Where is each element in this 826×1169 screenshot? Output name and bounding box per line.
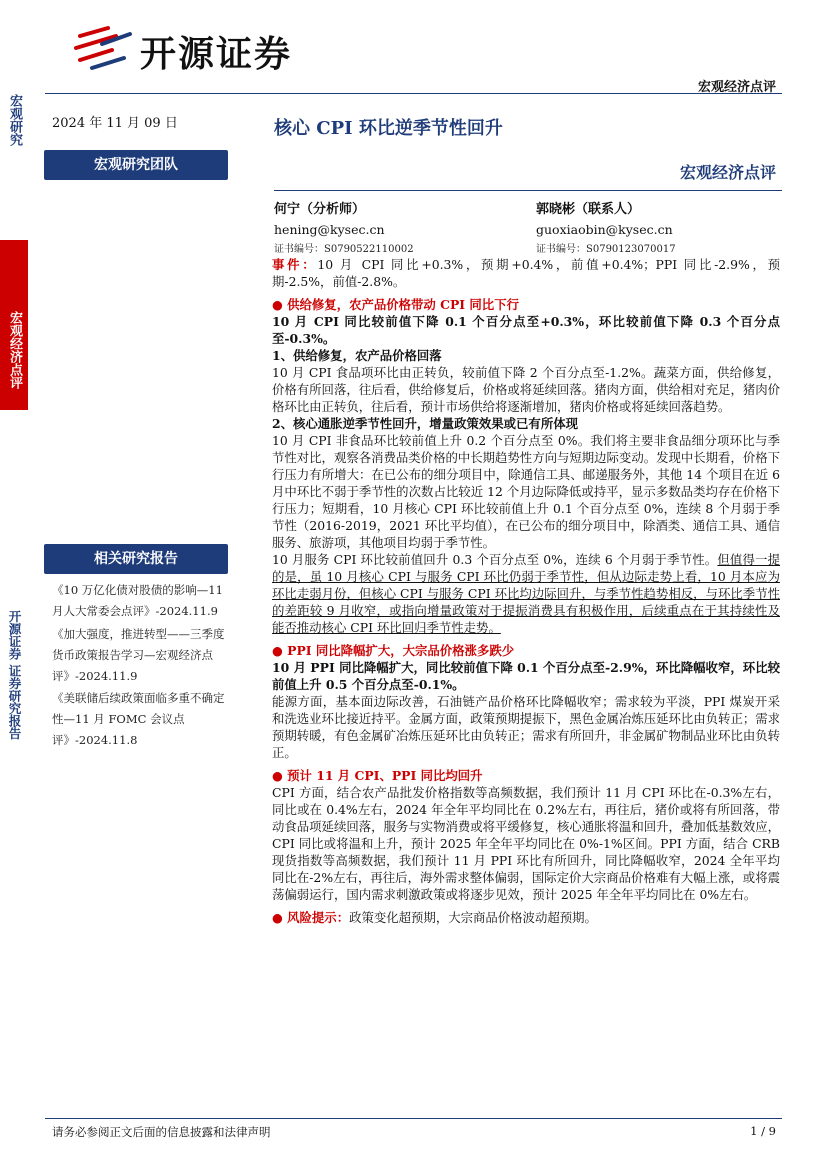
contact-name: 郭晓彬（联系人） [536, 202, 641, 217]
analyst-name: 何宁（分析师） [274, 202, 366, 217]
report-title: 核心 CPI 环比逆季节性回升 [274, 118, 503, 139]
cpi-highlight-text: 但值得一提的是，虽 10 月核心 CPI 与服务 CPI 环比仍弱于季节性，但从边际走势上看，10 月本应为环比走弱月份，但核心 CPI 与服务 CPI 环比均边际回升，与季节性趋势相反，与环比季节性的差距较 9 月收窄，或指向增量政策对于提振消费具有积极作用，后续重点在于其持续性及能否推动核心 CPI 环比回归季节性走势。 [272, 552, 781, 635]
event-label: 事件： [272, 257, 318, 272]
team-title-box: 宏观研究团队 [44, 150, 228, 180]
forecast-paragraph: CPI 方面，结合农产品批发价格指数等高频数据，我们预计 11 月 CPI 环比在-0.3%左右，同比或在 0.4%左右，2024 年全年平均同比在 0.2%左右，再往后，猪价或将有所回落，带动食品项延续回落，服务与实物消费或将平缓修复，核心通胀将温和回升，叠加低基数效应，CPI 同比或将温和上升，预计 2025 年全年平均同比在 0%-1%区间。PPI 方面，结合 CRB 现货指数等高频数据，我们预计 11 月 PPI 环比有所回升，同比降幅收窄，2024 全年平均同比在-2%左右，再往后，海外需求整体偏弱，国际定价大宗商品价格难有大幅上涨，或将震荡偏弱运行，国内需求刺激政策或将逐步见效，预计 2025 年全年平均同比在 0%左右。 [272, 785, 781, 902]
side-label-macro: 宏观研究 [7, 94, 22, 146]
footer-divider [45, 1118, 782, 1119]
cpi-subheading-1: 1、供给修复，农产品价格回落 [272, 348, 442, 363]
cpi-lead: 10 月 CPI 同比较前值下降 0.1 个百分点至+0.3%，环比较前值下降 0.3 个百分点至-0.3%。 [272, 314, 780, 346]
page-number: 1 / 9 [750, 1124, 776, 1138]
ppi-lead: 10 月 PPI 同比降幅扩大，同比较前值下降 0.1 个百分点至-2.9%，环比降幅收窄，环比较前值上升 0.5 个百分点至-0.1%。 [272, 660, 780, 692]
related-title-box: 相关研究报告 [44, 544, 228, 574]
risk-paragraph [272, 909, 780, 926]
contact-block [536, 200, 676, 260]
analyst-block [274, 200, 414, 260]
event-text: 10 月 CPI 同比+0.3%，预期+0.4%，前值+0.4%；PPI 同比-2.9%，预期-2.5%，前值-2.8%。 [272, 257, 780, 289]
cpi-services-text: 10 月服务 CPI 环比较前值回升 0.3 个百分点至 0%，连续 6 个月弱于季节性。 [272, 552, 718, 567]
side-label-review: 宏观经济点评 [7, 311, 22, 389]
footer-disclaimer: 请务必参阅正文后面的信息披露和法律声明 [52, 1125, 271, 1139]
contact-email[interactable]: guoxiaobin@kysec.cn [536, 222, 673, 237]
ppi-paragraph-1: 能源方面，基本面边际改善，石油链产品价格环比降幅收窄；需求较为平淡，PPI 煤炭开采和洗选业环比接近持平。金属方面，政策预期提振下，黑色金属冶炼压延环比由负转正；需求预期转暖，有色金属矿冶炼压延环比由负转正；需求有所回升，非金属矿物制品业环比由负转正。 [272, 694, 781, 760]
analyst-cert: 证书编号：S0790522110002 [274, 244, 414, 255]
header-report-type: 宏观经济点评 [697, 80, 776, 95]
contact-cert: 证书编号：S0790123070017 [536, 244, 676, 255]
side-strip-bottom [0, 420, 28, 1120]
cpi-subheading-2: 2、核心通胀逆季节性回升，增量政策效果或已有所体现 [272, 416, 578, 431]
report-subtype: 宏观经济点评 [679, 163, 776, 182]
risk-label: ● 风险提示： [272, 910, 350, 925]
section-heading-forecast: ● 预计 11 月 CPI、PPI 同比均回升 [272, 768, 483, 783]
side-label-company: 开源证券 证券研究报告 [7, 610, 22, 740]
title-divider [274, 190, 782, 191]
related-report-link[interactable]: 《加大强度，推进转型——三季度货币政策报告学习—宏观经济点评》-2024.11.9 [52, 627, 225, 683]
cpi-paragraph-1: 10 月 CPI 食品项环比由正转负，较前值下降 2 个百分点至-1.2%。蔬菜方面，供给修复，价格有所回落，往后看，供给修复后，价格或将延续回落。猪肉方面，供给相对充足，猪肉价格环比由正转负，往后看，预计市场供给将逐渐增加，猪肉价格或将延续回落趋势。 [272, 365, 781, 414]
related-report-link[interactable]: 《10 万亿化债对股债的影响—11 月人大常委会点评》-2024.11.9 [52, 583, 223, 618]
company-logo-text: 开源证券 [140, 34, 293, 75]
section-heading-ppi: ● PPI 同比降幅扩大，大宗品价格涨多跌少 [272, 643, 515, 658]
section-heading-cpi: ● 供给修复，农产品价格带动 CPI 同比下行 [272, 297, 519, 312]
related-report-link[interactable]: 《美联储后续政策面临多重不确定性—11 月 FOMC 会议点评》-2024.11.8 [52, 691, 225, 747]
header-divider [45, 93, 782, 94]
analyst-email[interactable]: hening@kysec.cn [274, 222, 385, 237]
risk-text: 政策变化超预期，大宗商品价格波动超预期。 [349, 910, 597, 925]
report-date: 2024 年 11 月 09 日 [52, 116, 178, 131]
report-body [272, 256, 780, 926]
event-paragraph [272, 256, 780, 290]
cpi-paragraph-3 [272, 551, 780, 636]
cpi-paragraph-2: 10 月 CPI 非食品环比较前值上升 0.2 个百分点至 0%。我们将主要非食品细分项环比与季节性对比，观察各消费品类价格的中长期趋势性方向与短期边际变动。发现中长期看，价格下行压力有所增大：在已公布的细分项目中，除通信工具、邮递服务外，其他 14 个项目在近 6 月中环比不弱于季节性的次数占比较近 12 个月边际降低或持平，显示多数品类均存在价格下行压力；短期看，10 月核心 CPI 环比较前值上升 0.1 个百分点至 0%，连续 8 个月弱于季节性（2016-2019，2021 环比平均值），在已公布的细分项目中，除酒类、通信工具、通信服务、旅游项，其他项目均弱于季节性。 [272, 433, 781, 550]
